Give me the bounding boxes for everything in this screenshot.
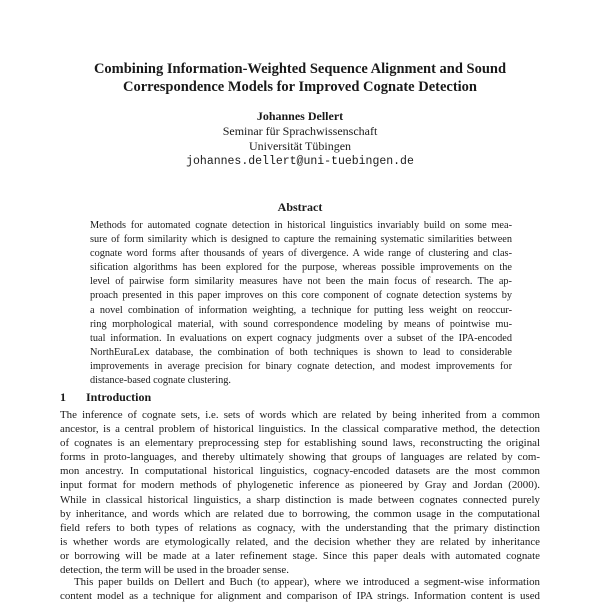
section-title: Introduction xyxy=(86,390,152,404)
abstract-heading: Abstract xyxy=(277,200,323,214)
title-line: Combining Information-Weighted Sequence Alignment and Sound xyxy=(93,61,507,77)
abstract-body xyxy=(90,219,512,388)
body-line: content model as a technique for alignment and comparison of IPA strings. Information content is used xyxy=(60,590,540,603)
body-line: ancestor, is a central problem of historical linguistics. In the classical comparative method, the detection xyxy=(60,423,540,436)
abstract-line: proach presented in this paper improves on this core component of cognate detection systems by xyxy=(90,290,512,302)
body-line: While in classical historical linguistics, a sharp distinction is made between cognates connected purely xyxy=(60,493,540,506)
paper-title xyxy=(60,60,540,96)
abstract-line: ring morphological material, with sound correspondence modeling by means of pointwise mu- xyxy=(90,318,512,330)
abstract-line: Methods for automated cognate detection in historical linguistics invariably build on some mea- xyxy=(90,220,512,231)
section-number: 1 xyxy=(60,390,66,404)
body-line: or borrowing will be made at a later refinement stage. Since this paper deals with automated cognate xyxy=(60,549,540,562)
abstract-line: improvements in average precision for binary cognate detection, and modest improvements for xyxy=(90,360,512,372)
body-line: input format for modern methods of phylogenetic inference as pioneered by Gray and Jordan (2000). xyxy=(60,479,540,492)
author-email: johannes.dellert@uni-tuebingen.de xyxy=(186,155,414,168)
author-block xyxy=(60,109,540,169)
abstract-line: cognate word forms after thousands of years of divergence. A wide range of clustering and clas- xyxy=(90,248,512,260)
author-affiliation: Seminar für Sprachwissenschaft xyxy=(222,124,378,138)
author-name: Johannes Dellert xyxy=(256,109,344,123)
abstract-line: level of pairwise form similarity measures have not been the main focus of research. The ap- xyxy=(90,276,512,288)
abstract-line: sification algorithms has been explored for the purpose, whereas possible improvements on the xyxy=(90,262,512,274)
title-line: Correspondence Models for Improved Cognate Detection xyxy=(123,79,477,95)
body-line: The inference of cognate sets, i.e. sets of words which are related by being inherited from a common xyxy=(60,409,540,421)
body-line: field refers to both types of relations as cognacy, with the understanding that the primary distinction xyxy=(60,521,540,534)
abstract-line: NorthEuraLex database, the combination of both techniques is shown to lead to considerable xyxy=(90,346,512,358)
body-line: forms in proto-languages, and thereby ultimately showing that groups of languages are related by com- xyxy=(60,451,540,464)
author-affiliation: Universität Tübingen xyxy=(248,139,352,153)
abstract-line: sure of form similarity which is designed to capture the remaining systematic similarities between xyxy=(90,234,512,246)
abstract-line: a novel combination of information weighting, a technique for putting less weight on reoccur- xyxy=(90,304,512,316)
body-line: by inheritance, and words which are related due to borrowing, the common usage in the computational xyxy=(60,507,540,520)
body-line: mon ancestry. In computational historical linguistics, cognacy-encoded datasets are the most common xyxy=(60,465,540,478)
body-paragraph xyxy=(60,575,540,603)
abstract-line: tual information. In evaluations on expert cognacy judgments over a subset of the IPA-encoded xyxy=(90,332,512,344)
body-line: detection, the term will be used in the broader sense. xyxy=(60,564,289,577)
abstract-line: distance-based cognate clustering. xyxy=(90,375,231,387)
body-line: This paper builds on Dellert and Buch (to appear), where we introduced a segment-wise information xyxy=(74,576,540,588)
body-line: of cognates is an elementary preprocessing step for establishing sound laws, reconstructing the original xyxy=(60,437,540,450)
section-heading xyxy=(60,390,151,405)
body-line: is whether words are etymologically related, and the decision whether they are related by inheritance xyxy=(60,535,540,548)
body-paragraph xyxy=(60,408,540,577)
